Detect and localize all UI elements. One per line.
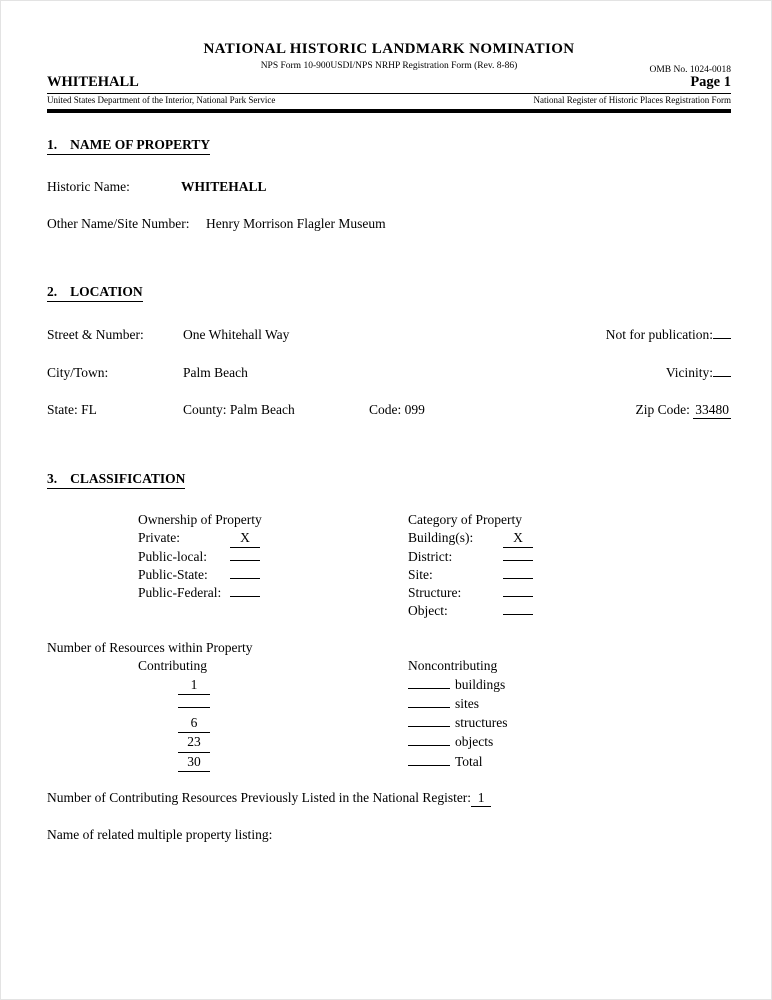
category-row xyxy=(408,529,533,548)
section2-title: LOCATION xyxy=(70,284,143,299)
street-value: One Whitehall Way xyxy=(183,327,290,342)
section1-heading xyxy=(47,137,210,155)
section3-title: CLASSIFICATION xyxy=(70,471,186,486)
property-name-header: WHITEHALL xyxy=(47,74,139,90)
category-label: Site: xyxy=(408,567,433,582)
resource-type-label: Total xyxy=(455,753,483,769)
section-location xyxy=(47,284,731,419)
section2-number: 2. xyxy=(47,284,58,299)
contributing-count: 30 xyxy=(178,753,210,773)
ownership-value: X xyxy=(230,529,260,548)
city-label: City/Town: xyxy=(47,365,109,380)
category-row xyxy=(408,548,533,566)
section-name-of-property xyxy=(47,137,731,232)
contributing-cell xyxy=(47,753,408,773)
ownership-title: Ownership of Property xyxy=(138,512,262,527)
historic-name-value: WHITEHALL xyxy=(181,179,267,194)
contributing-count xyxy=(178,707,210,708)
vicinity xyxy=(666,364,731,381)
category-row xyxy=(408,566,533,584)
omb-number: OMB No. 1024-0018 xyxy=(649,65,731,75)
ownership-row xyxy=(138,566,408,584)
resources-grid xyxy=(47,657,731,772)
category-row xyxy=(408,584,533,602)
historic-name-row xyxy=(47,179,731,195)
category-row xyxy=(408,602,533,620)
section2-heading xyxy=(47,284,143,302)
category-value xyxy=(503,560,533,561)
section3-heading xyxy=(47,471,185,489)
section-classification xyxy=(47,471,731,843)
ownership-column xyxy=(138,511,408,620)
category-label: Structure: xyxy=(408,585,462,600)
noncontributing-blank xyxy=(408,733,450,746)
other-name-value: Henry Morrison Flagler Museum xyxy=(206,216,386,231)
vicinity-blank xyxy=(713,364,731,377)
resources-title: Number of Resources within Property xyxy=(47,640,253,655)
vicinity-label: Vicinity: xyxy=(665,365,713,380)
zip-code xyxy=(636,402,732,419)
resource-type-label: structures xyxy=(455,714,508,730)
noncontributing-blank xyxy=(408,676,450,689)
city-value: Palm Beach xyxy=(183,365,248,380)
thick-divider xyxy=(47,109,731,113)
noncontributing-cell xyxy=(408,733,493,752)
state-row xyxy=(47,402,731,419)
ownership-label: Public-Federal: xyxy=(138,585,222,600)
contributing-cell xyxy=(47,676,408,696)
zip-value: 33480 xyxy=(695,402,729,417)
previously-listed-label: Number of Contributing Resources Previously Listed in the National Register: xyxy=(47,790,472,805)
not-for-publication-label: Not for publication: xyxy=(605,327,713,342)
page-number: Page 1 xyxy=(690,74,731,90)
category-value xyxy=(503,596,533,597)
contributing-cell xyxy=(47,695,408,714)
contributing-heading: Contributing xyxy=(138,658,208,673)
ownership-row xyxy=(138,584,408,602)
noncontributing-cell xyxy=(408,676,505,695)
resource-type-label: objects xyxy=(455,734,494,749)
category-title: Category of Property xyxy=(408,512,522,527)
ownership-value xyxy=(230,578,260,579)
form-number-line: NPS Form 10-900USDI/NPS NRHP Registration Form (Rev. 8-86) xyxy=(260,61,518,71)
thin-divider xyxy=(47,93,731,94)
resource-type-label: buildings xyxy=(455,676,506,692)
resources-header-row xyxy=(47,657,731,676)
county-value: County: Palm Beach xyxy=(183,402,295,417)
city-row xyxy=(47,364,731,381)
contributing-count: 23 xyxy=(178,733,210,753)
section3-number: 3. xyxy=(47,471,58,486)
contributing-count: 6 xyxy=(178,714,210,734)
previously-listed-row xyxy=(47,790,731,807)
category-value: X xyxy=(503,529,533,548)
historic-name-label: Historic Name: xyxy=(47,179,130,194)
zip-label: Zip Code: xyxy=(635,402,690,417)
code-value: Code: 099 xyxy=(369,402,425,417)
category-label: Object: xyxy=(408,603,448,618)
previously-listed-value: 1 xyxy=(471,790,491,807)
street-label: Street & Number: xyxy=(47,327,144,342)
noncontributing-cell xyxy=(408,695,479,714)
contributing-cell xyxy=(47,733,408,753)
ownership-value xyxy=(230,560,260,561)
section1-title: NAME OF PROPERTY xyxy=(70,137,211,152)
not-for-publication xyxy=(606,326,731,343)
resource-type-label: sites xyxy=(455,696,480,711)
state-value: State: FL xyxy=(47,402,97,417)
ownership-label: Public-local: xyxy=(138,549,207,564)
street-row xyxy=(47,326,731,343)
not-for-publication-blank xyxy=(713,326,731,339)
ownership-value xyxy=(230,596,260,597)
agency-row xyxy=(47,95,731,105)
category-value xyxy=(503,578,533,579)
section1-number: 1. xyxy=(47,137,58,152)
document-header xyxy=(47,41,731,113)
resource-row xyxy=(47,753,731,773)
other-name-label: Other Name/Site Number: xyxy=(47,216,190,231)
resource-row xyxy=(47,714,731,734)
ownership-label: Public-State: xyxy=(138,567,208,582)
noncontributing-heading: Noncontributing xyxy=(408,658,498,673)
noncontributing-cell xyxy=(408,753,483,772)
agency-right: National Register of Historic Places Registration Form xyxy=(533,95,731,105)
noncontributing-blank xyxy=(408,753,450,766)
noncontributing-blank xyxy=(408,714,450,727)
category-value xyxy=(503,614,533,615)
property-page-row xyxy=(47,74,731,91)
resource-row xyxy=(47,695,731,714)
noncontributing-blank xyxy=(408,695,450,708)
classification-columns xyxy=(47,511,731,620)
contributing-count: 1 xyxy=(178,676,210,696)
category-label: District: xyxy=(408,549,453,564)
ownership-label: Private: xyxy=(138,530,180,545)
agency-left: United States Department of the Interior, National Park Service xyxy=(47,95,276,105)
ownership-row xyxy=(138,548,408,566)
related-listing-row xyxy=(47,827,731,843)
category-label: Building(s): xyxy=(408,530,474,545)
resource-row xyxy=(47,733,731,753)
contributing-cell xyxy=(47,714,408,734)
resource-row xyxy=(47,676,731,696)
related-listing-label: Name of related multiple property listing: xyxy=(47,827,273,842)
category-column xyxy=(408,511,533,620)
noncontributing-cell xyxy=(408,714,507,733)
other-name-row xyxy=(47,216,731,232)
document-title: NATIONAL HISTORIC LANDMARK NOMINATION xyxy=(203,41,575,57)
ownership-row xyxy=(138,529,408,548)
